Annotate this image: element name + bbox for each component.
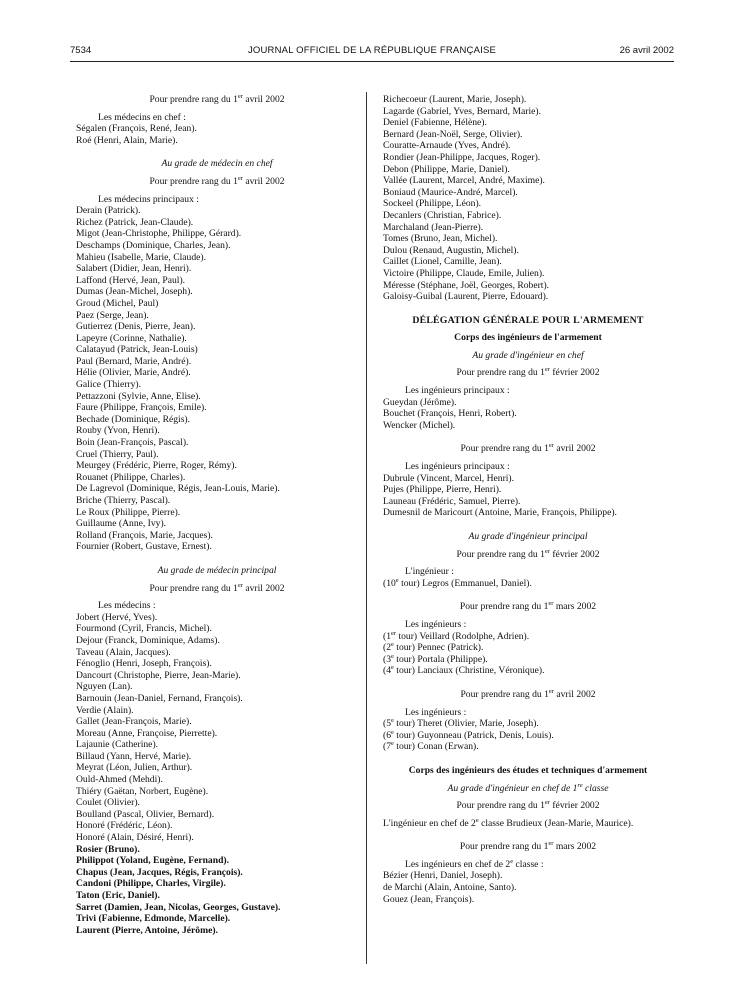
list-item: Mahieu (Isabelle, Marie, Claude). xyxy=(76,251,206,263)
list-label: Les médecins en chef : xyxy=(98,111,186,123)
list-item: Fourmond (Cyril, Francis, Michel). xyxy=(76,623,212,635)
list-item: Hélie (Olivier, Marie, André). xyxy=(76,367,191,379)
list-item: Rosier (Bruno). xyxy=(76,843,140,855)
list-item: Salabert (Didier, Jean, Henri). xyxy=(76,263,192,275)
name-list xyxy=(76,612,358,937)
list-item: Vallée (Laurent, Marcel, André, Maxime). xyxy=(383,175,545,187)
list-item: Victoire (Philippe, Claude, Emile, Julien). xyxy=(383,267,545,279)
list-item: Pujes (Philippe, Pierre, Henri). xyxy=(383,484,502,496)
list-item: Meyrat (Léon, Julien, Arthur). xyxy=(76,762,193,774)
list-item: (4e tour) Lanciaux (Christine, Véronique). xyxy=(383,664,545,677)
list-item: Fournier (Robert, Gustave, Ernest). xyxy=(76,541,212,553)
list-item: (3e tour) Portala (Philippe). xyxy=(383,652,488,665)
list-item: Bouchet (François, Henri, Robert). xyxy=(383,408,517,420)
list-item: Laffond (Hervé, Jean, Paul). xyxy=(76,274,186,286)
list-item: Dubrule (Vincent, Marcel, Henri). xyxy=(383,472,515,484)
header-rule xyxy=(70,61,674,62)
list-item: Guillaume (Anne, Ivy). xyxy=(76,518,167,530)
list-item: Billaud (Yann, Hervé, Marie). xyxy=(76,750,192,762)
list-item: Groud (Michel, Paul) xyxy=(76,297,159,309)
rank-date: Pour prendre rang du 1er avril 2002 xyxy=(149,581,285,594)
list-item: Dejour (Franck, Dominique, Adams). xyxy=(76,634,220,646)
name-list xyxy=(76,123,358,146)
list-item: Dancourt (Christophe, Pierre, Jean-Marie). xyxy=(76,669,241,681)
list-item: Boniaud (Maurice-André, Marcel). xyxy=(383,186,518,198)
list-item: Derain (Patrick). xyxy=(76,205,141,217)
list-item: Deniel (Fabienne, Hélène). xyxy=(383,117,487,129)
list-item: Gouez (Jean, François). xyxy=(383,893,475,905)
list-item: Gutierrez (Denis, Pierre, Jean). xyxy=(76,321,196,333)
list-item: Boin (Jean-François, Pascal). xyxy=(76,437,189,449)
right-column xyxy=(383,94,673,905)
list-item: Thiéry (Gaëtan, Norbert, Eugène). xyxy=(76,785,209,797)
list-item: Dulou (Renaud, Augustin, Michel). xyxy=(383,244,519,256)
list-item: Caillet (Lionel, Camille, Jean). xyxy=(383,256,502,268)
grade-heading: Au grade d'ingénieur en chef xyxy=(472,349,584,361)
rank-date: Pour prendre rang du 1er avril 2002 xyxy=(149,93,285,105)
list-item: Dumesnil de Maricourt (Antoine, Marie, François, Philippe). xyxy=(383,507,617,519)
list-item: Sarret (Damien, Jean, Nicolas, Georges, Gustave). xyxy=(76,901,281,913)
list-item: Barnouin (Jean-Daniel, Fernand, François). xyxy=(76,692,243,704)
section-title: DÉLÉGATION GÉNÉRALE POUR L'ARMEMENT xyxy=(412,314,644,326)
list-item: (6e tour) Guyonneau (Patrick, Denis, Louis). xyxy=(383,728,554,741)
rank-date: Pour prendre rang du 1er février 2002 xyxy=(456,799,600,812)
list-item: Verdie (Alain). xyxy=(76,704,134,716)
list-item: Trivi (Fabienne, Edmonde, Marcelle). xyxy=(76,913,231,925)
list-item: Marchaland (Jean-Pierre). xyxy=(383,221,484,233)
list-label: Les médecins : xyxy=(98,600,156,612)
list-item: Migot (Jean-Christophe, Philippe, Gérard). xyxy=(76,228,242,240)
list-item: Cruel (Thierry, Paul). xyxy=(76,448,159,460)
list-item: (5e tour) Theret (Olivier, Marie, Joseph). xyxy=(383,717,539,730)
list-item: Sockeel (Philippe, Léon). xyxy=(383,198,482,210)
grade-heading: Au grade d'ingénieur en chef de 1re classe xyxy=(447,781,609,794)
list-item: Launeau (Frédéric, Samuel, Pierre). xyxy=(383,495,521,507)
list-item: Couratte-Arnaude (Yves, André). xyxy=(383,140,511,152)
list-item: Pettazzoni (Sylvie, Anne, Elise). xyxy=(76,390,201,402)
list-item: (7e tour) Conan (Erwan). xyxy=(383,740,479,753)
list-item: Honoré (Alain, Désiré, Henri). xyxy=(76,832,194,844)
name-list xyxy=(383,870,673,905)
list-item: Debon (Philippe, Marie, Daniel). xyxy=(383,163,510,175)
list-item: Richez (Patrick, Jean-Claude). xyxy=(76,216,194,228)
grade-heading: Au grade de médecin en chef xyxy=(161,158,273,170)
list-item: Taton (Eric, Daniel). xyxy=(76,890,160,901)
appointment-text: L'ingénieur en chef de 2e classe Brudieux (Jean-Marie, Maurice). xyxy=(383,816,634,829)
list-label: Les ingénieurs principaux : xyxy=(405,461,510,473)
list-item: Tomes (Bruno, Jean, Michel). xyxy=(383,233,498,245)
list-item: Gallet (Jean-François, Marie). xyxy=(76,716,192,728)
list-item: Méresse (Stéphane, Joël, Georges, Robert). xyxy=(383,279,550,291)
page-number: 7534 xyxy=(70,45,92,56)
list-item: Fénoglio (Henri, Joseph, François). xyxy=(76,658,212,670)
list-item: Rouby (Yvon, Henri). xyxy=(76,425,160,437)
list-item: de Marchi (Alain, Antoine, Santo). xyxy=(383,882,517,894)
list-item: Faure (Philippe, François, Emile). xyxy=(76,402,207,414)
list-item: Galice (Thierry). xyxy=(76,379,141,391)
list-item: Calatayud (Patrick, Jean-Louis) xyxy=(76,344,198,356)
rank-date: Pour prendre rang du 1er février 2002 xyxy=(456,366,600,379)
journal-title: JOURNAL OFFICIEL DE LA RÉPUBLIQUE FRANÇAISE xyxy=(247,45,497,56)
list-item: Nguyen (Lan). xyxy=(76,681,133,693)
list-item: Paez (Serge, Jean). xyxy=(76,309,149,321)
list-item: Rondier (Jean-Philippe, Jacques, Roger). xyxy=(383,151,541,163)
list-item: Dumas (Jean-Michel, Joseph). xyxy=(76,286,193,298)
list-item: Deschamps (Dominique, Charles, Jean). xyxy=(76,239,231,251)
list-item: Boulland (Pascal, Olivier, Bernard). xyxy=(76,808,215,820)
list-item: Philippot (Yoland, Eugène, Fernand). xyxy=(76,855,229,867)
list-item: Lapeyre (Corinne, Nathalie). xyxy=(76,332,187,344)
corps-title: Corps des ingénieurs des études et techniques d'armement xyxy=(408,764,648,776)
list-item: Jobert (Hervé, Yves). xyxy=(76,611,158,623)
list-item: Richecoeur (Laurent, Marie, Joseph). xyxy=(383,94,527,105)
list-item: Roé (Henri, Alain, Marie). xyxy=(76,134,178,146)
rank-date: Pour prendre rang du 1er avril 2002 xyxy=(149,174,285,187)
list-item: Bechade (Dominique, Régis). xyxy=(76,413,191,425)
list-item: Candoni (Philippe, Charles, Virgile). xyxy=(76,878,226,890)
list-item: De Lagrevol (Dominique, Régis, Jean-Louis, Marie). xyxy=(76,483,280,495)
list-label: Les ingénieurs principaux : xyxy=(405,385,510,397)
name-list xyxy=(383,397,673,432)
list-item: Lagarde (Gabriel, Yves, Bernard, Marie). xyxy=(383,105,541,117)
list-item: Bézier (Henri, Daniel, Joseph). xyxy=(383,870,503,882)
column-divider xyxy=(366,92,367,964)
list-item: Briche (Thierry, Pascal). xyxy=(76,495,171,506)
list-item: Rolland (François, Marie, Jacques). xyxy=(76,529,213,541)
rank-date: Pour prendre rang du 1er février 2002 xyxy=(456,547,600,560)
list-item: Laurent (Pierre, Antoine, Jérôme). xyxy=(76,924,218,936)
rank-date: Pour prendre rang du 1er mars 2002 xyxy=(459,840,597,853)
name-list xyxy=(383,578,673,590)
list-item: Chapus (Jean, Jacques, Régis, François). xyxy=(76,866,243,878)
list-item: Meurgey (Frédéric, Pierre, Roger, Rémy). xyxy=(76,460,237,472)
grade-heading: Au grade de médecin principal xyxy=(157,564,277,576)
rank-date: Pour prendre rang du 1er avril 2002 xyxy=(460,687,596,700)
rank-date: Pour prendre rang du 1er avril 2002 xyxy=(460,442,596,455)
list-item: (10e tour) Legros (Emmanuel, Daniel). xyxy=(383,576,532,589)
list-item: Paul (Bernard, Marie, André). xyxy=(76,355,192,367)
name-list xyxy=(383,473,673,519)
list-item: Bernard (Jean-Noël, Serge, Olivier). xyxy=(383,128,523,140)
list-item: (2e tour) Pennec (Patrick). xyxy=(383,641,484,654)
name-list xyxy=(383,94,673,303)
name-list xyxy=(76,205,358,553)
list-label: L'ingénieur : xyxy=(405,566,454,578)
list-item: Moreau (Anne, Françoise, Pierrette). xyxy=(76,727,218,739)
issue-date: 26 avril 2002 xyxy=(619,45,674,56)
list-label: Les ingénieurs en chef de 2e classe : xyxy=(405,857,544,870)
list-item: Lajaunie (Catherine). xyxy=(76,739,159,751)
list-item: Decanlers (Christian, Fabrice). xyxy=(383,209,502,221)
list-item: Ould-Ahmed (Mehdi). xyxy=(76,774,163,786)
list-item: Le Roux (Philippe, Pierre). xyxy=(76,506,181,518)
list-item: Taveau (Alain, Jacques). xyxy=(76,646,171,658)
name-list xyxy=(383,631,673,677)
list-label: Les ingénieurs : xyxy=(405,618,467,630)
list-item: Rouanet (Philippe, Charles). xyxy=(76,471,186,483)
rank-date: Pour prendre rang du 1er mars 2002 xyxy=(459,600,597,613)
page-header xyxy=(70,45,674,59)
list-item: Coulet (Olivier). xyxy=(76,797,140,809)
list-item: Wencker (Michel). xyxy=(383,419,456,431)
list-item: Honoré (Frédéric, Léon). xyxy=(76,820,173,832)
grade-heading: Au grade d'ingénieur principal xyxy=(468,531,588,542)
list-label: Les médecins principaux : xyxy=(98,193,199,205)
list-item: Ségalen (François, René, Jean). xyxy=(76,123,197,135)
list-label: Les ingénieurs : xyxy=(405,706,467,718)
left-column xyxy=(76,94,358,936)
list-item: (1er tour) Veillard (Rodolphe, Adrien). xyxy=(383,629,530,642)
list-item: Galoisy-Guibal (Laurent, Pierre, Edouard). xyxy=(383,291,549,303)
list-item: Gueydan (Jérôme). xyxy=(383,396,457,408)
name-list xyxy=(383,718,673,753)
corps-title: Corps des ingénieurs de l'armement xyxy=(454,332,602,344)
